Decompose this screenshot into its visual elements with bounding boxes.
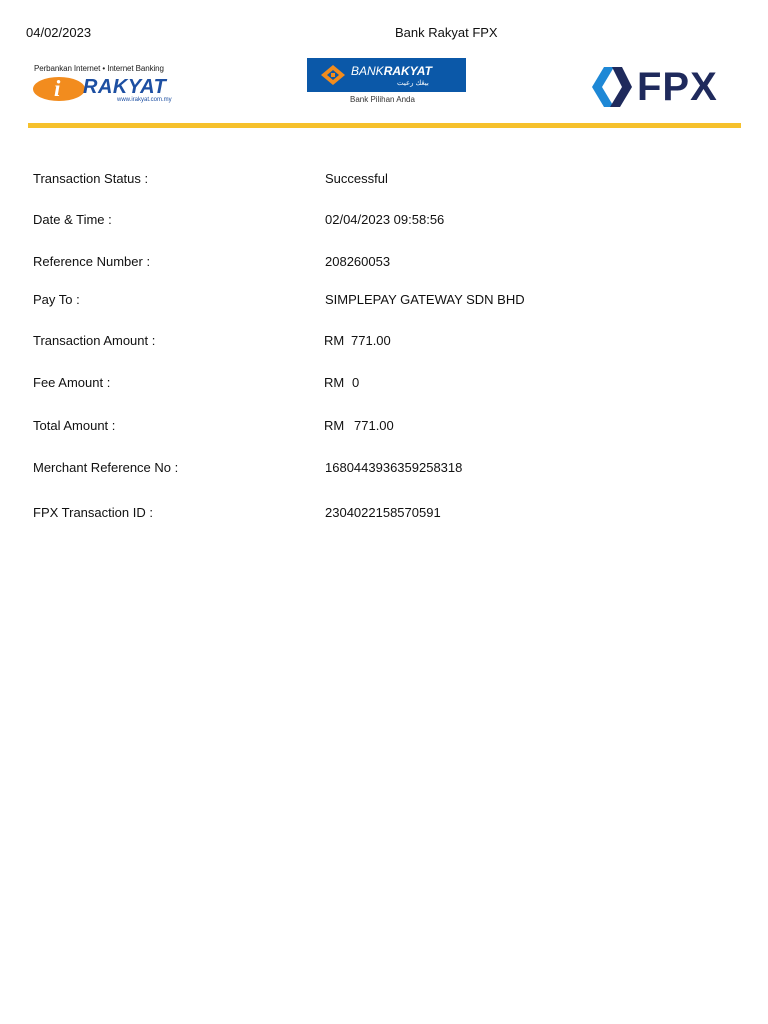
fpx-transaction-id-value: 2304022158570591 — [325, 505, 441, 520]
irakyat-i-badge — [33, 77, 85, 101]
transaction-amount-label: Transaction Amount : — [33, 333, 156, 348]
fpx-transaction-id-label: FPX Transaction ID : — [33, 505, 153, 520]
merchant-reference-row — [0, 460, 768, 476]
fpx-logo — [590, 65, 730, 110]
reference-number-value: 208260053 — [325, 254, 391, 269]
date-time-label: Date & Time : — [33, 212, 112, 227]
bank-rakyat-jawi: بيڠك رعيت — [397, 80, 429, 87]
irakyat-url: www.irakyat.com.my — [117, 97, 172, 103]
transaction-status-row — [0, 171, 768, 187]
fpx-chevron-icon — [590, 65, 632, 109]
date-time-value: 02/04/2023 09:58:56 — [325, 212, 445, 227]
transaction-amount-currency: RM — [324, 333, 345, 348]
pay-to-value: SIMPLEPAY GATEWAY SDN BHD — [325, 292, 525, 307]
total-amount-value: 771.00 — [354, 418, 394, 433]
transaction-amount-row — [0, 333, 768, 349]
fpx-wordmark: FPX — [637, 65, 718, 109]
transaction-amount-value: 771.00 — [351, 333, 391, 348]
bank-rakyat-name-prefix: BANK — [351, 64, 384, 78]
merchant-reference-value: 1680443936359258318 — [325, 460, 463, 475]
transaction-status-value: Successful — [325, 171, 388, 186]
pay-to-label: Pay To : — [33, 292, 80, 307]
print-date: 04/02/2023 — [26, 25, 92, 40]
print-title: Bank Rakyat FPX — [395, 25, 498, 40]
date-time-row — [0, 212, 768, 228]
reference-number-label: Reference Number : — [33, 254, 151, 269]
bank-rakyat-emblem-icon — [320, 64, 346, 86]
bank-rakyat-name — [351, 64, 432, 78]
total-amount-label: Total Amount : — [33, 418, 116, 433]
irakyat-letter: i — [54, 76, 61, 101]
bank-rakyat-name-main: RAKYAT — [383, 64, 432, 78]
irakyat-tagline: Perbankan Internet • Internet Banking — [34, 64, 164, 73]
irakyat-wordmark: RAKYAT — [83, 76, 167, 98]
bank-rakyat-logo — [307, 58, 466, 106]
fee-amount-label: Fee Amount : — [33, 375, 111, 390]
fee-amount-currency: RM — [324, 375, 345, 390]
fee-amount-value: 0 — [352, 375, 360, 390]
bank-rakyat-tagline: Bank Pilihan Anda — [350, 95, 415, 104]
fpx-transaction-id-row — [0, 505, 768, 521]
irakyat-logo — [33, 64, 188, 106]
fee-amount-row — [0, 375, 768, 391]
reference-number-row — [0, 254, 768, 270]
total-amount-currency: RM — [324, 418, 345, 433]
pay-to-row — [0, 292, 768, 308]
transaction-status-label: Transaction Status : — [33, 171, 149, 186]
bank-rakyat-banner — [307, 58, 466, 92]
header-divider — [28, 123, 741, 128]
merchant-reference-label: Merchant Reference No : — [33, 460, 179, 475]
total-amount-row — [0, 418, 768, 434]
